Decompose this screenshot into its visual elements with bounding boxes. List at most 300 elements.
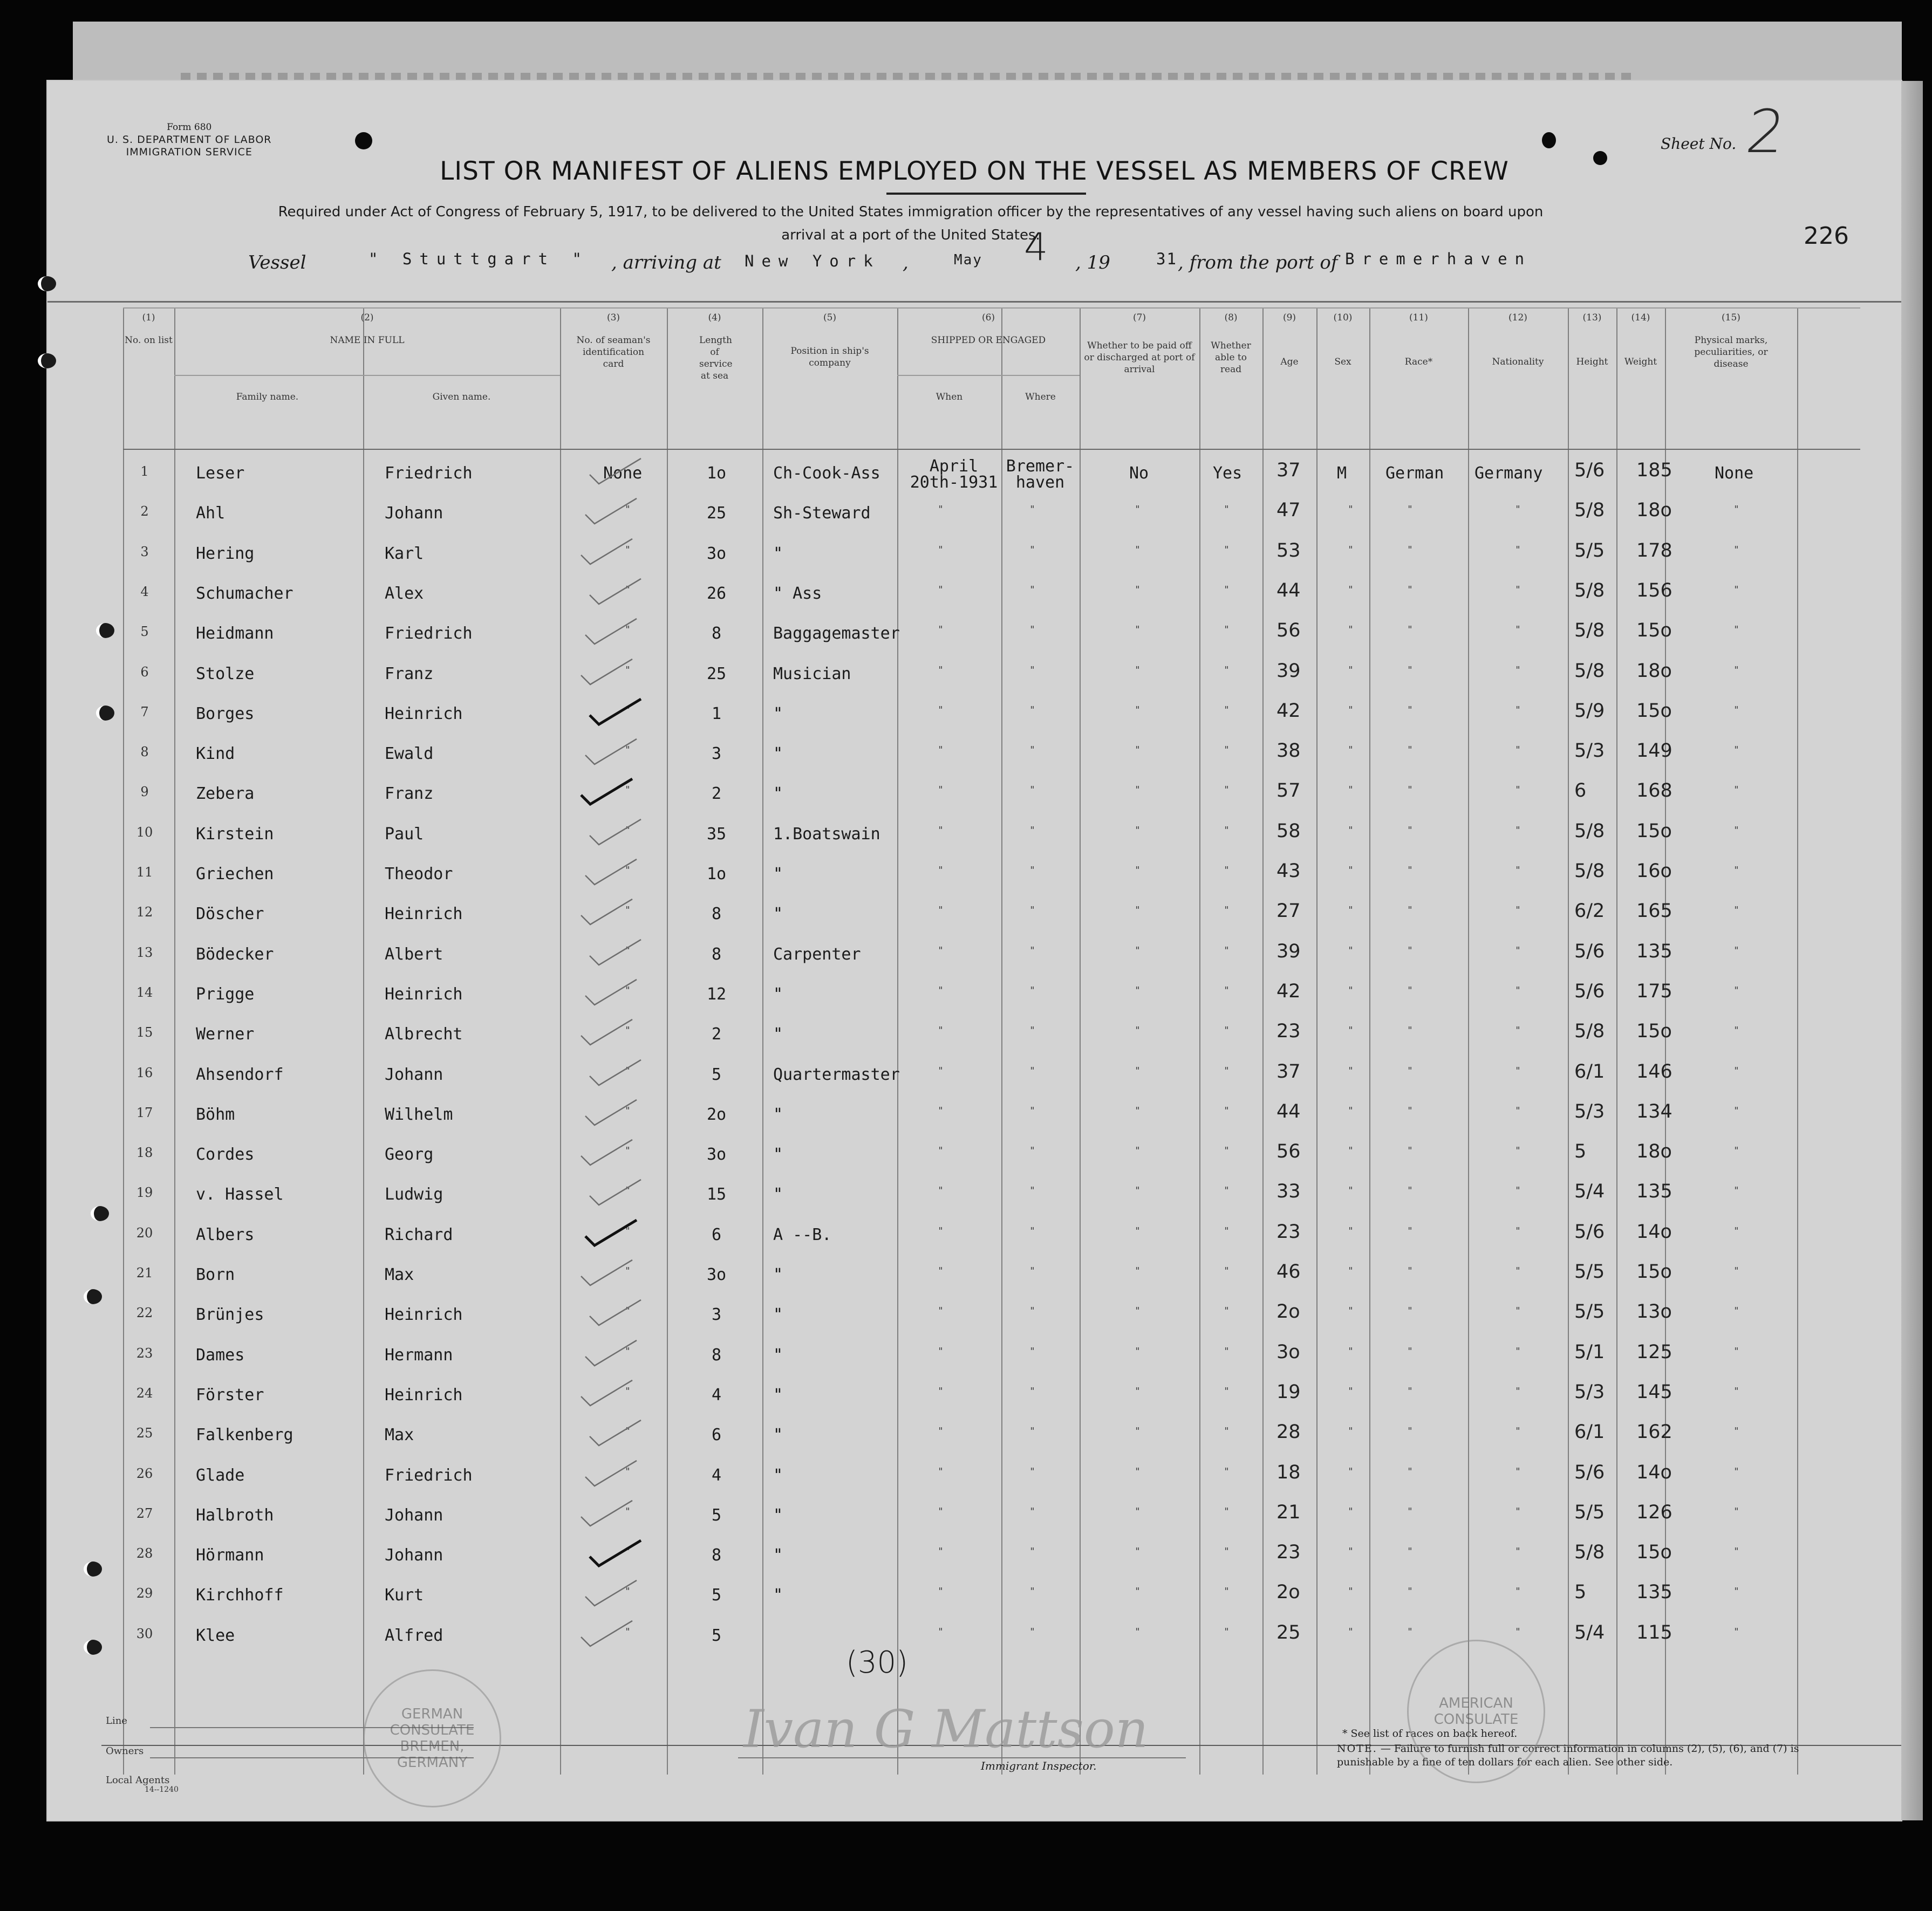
row-number: 1 [140, 464, 149, 479]
ship-position: Quartermaster [773, 1065, 900, 1084]
row-number: 12 [136, 905, 153, 920]
family-name: Förster [196, 1385, 264, 1405]
weight-value: 149 [1636, 740, 1672, 762]
note-label: NOTE. [1337, 1743, 1377, 1755]
service-length: 5 [711, 1065, 722, 1084]
ditto-mark: " [938, 624, 944, 636]
height-value: 5/5 [1574, 1501, 1605, 1523]
ship-position: " [773, 1505, 783, 1525]
table-row [47, 899, 1901, 939]
ditto-mark: " [938, 664, 944, 676]
ditto-mark: " [1515, 905, 1521, 916]
american-consulate-stamp: AMERICAN CONSULATE [1407, 1640, 1545, 1783]
ditto-mark: " [1348, 1025, 1354, 1037]
check-mark-icon [578, 775, 638, 807]
ditto-mark: " [1515, 664, 1521, 676]
col-13-header: (13) Height [1576, 312, 1608, 367]
given-name: Georg [385, 1145, 434, 1165]
ditto-mark: " [1029, 584, 1035, 595]
ditto-mark: " [1029, 504, 1035, 516]
col-6-header: (6) SHIPPED OR ENGAGED [931, 312, 1046, 346]
given-name: Karl [385, 544, 424, 563]
row-number: 21 [136, 1265, 153, 1280]
check-mark-icon [587, 1296, 646, 1328]
check-mark-icon [578, 1256, 638, 1288]
able-to-read-value: Yes [1213, 464, 1243, 483]
row-number: 20 [136, 1225, 153, 1241]
ship-position: " [773, 1426, 783, 1445]
ditto-mark: " [1224, 984, 1230, 996]
service-length: 3o [706, 544, 727, 563]
ditto-mark: " [1348, 905, 1354, 916]
given-name: Franz [385, 784, 434, 804]
vessel-name: " Stuttgart " [368, 250, 589, 268]
row-number: 3 [140, 544, 149, 559]
ship-position: " [773, 1265, 783, 1284]
age-value: 28 [1276, 1421, 1301, 1443]
family-name: Ahl [196, 504, 226, 523]
height-value: 5/6 [1574, 1221, 1605, 1243]
ditto-mark: " [1348, 865, 1354, 876]
ditto-mark: " [1733, 1065, 1739, 1077]
ditto-mark: " [938, 1505, 944, 1517]
height-value: 5/3 [1574, 1381, 1605, 1403]
height-value: 5/6 [1574, 460, 1605, 481]
ditto-mark: " [1224, 1426, 1230, 1437]
weight-value: 15o [1636, 820, 1672, 842]
age-value: 47 [1276, 499, 1301, 522]
ditto-mark: " [1348, 704, 1354, 716]
service-length: 3 [711, 1305, 722, 1325]
service-length: 2 [711, 784, 722, 804]
weight-value: 115 [1636, 1621, 1672, 1643]
ditto-mark: " [938, 784, 944, 796]
family-name: Brünjes [196, 1305, 264, 1325]
ditto-mark: " [1135, 944, 1141, 956]
ditto-mark: " [1407, 1465, 1413, 1477]
ditto-mark: " [1733, 1305, 1739, 1317]
col-6-when-header: When [936, 392, 963, 402]
ditto-mark: " [625, 1065, 631, 1077]
shipped-where: Bremer- haven [1006, 457, 1075, 492]
height-value: 5/8 [1574, 860, 1605, 882]
age-value: 21 [1276, 1501, 1301, 1523]
ditto-mark: " [625, 744, 631, 756]
ship-position: " [773, 1305, 783, 1325]
ditto-mark: " [1348, 1465, 1354, 1477]
table-row [47, 619, 1901, 659]
ditto-mark: " [1407, 865, 1413, 876]
ditto-mark: " [1135, 704, 1141, 716]
height-value: 5/4 [1574, 1621, 1605, 1643]
arrival-day: 4 [1024, 225, 1048, 269]
ship-position: " [773, 1586, 783, 1605]
ditto-mark: " [1407, 744, 1413, 756]
ditto-mark: " [1029, 944, 1035, 956]
age-value: 58 [1276, 820, 1301, 842]
ditto-mark: " [1407, 1345, 1413, 1357]
weight-value: 134 [1636, 1100, 1672, 1122]
ditto-mark: " [1515, 1185, 1521, 1197]
check-mark-icon [583, 494, 642, 526]
table-row [47, 539, 1901, 579]
row-number: 7 [140, 704, 149, 720]
table-row [47, 1501, 1901, 1540]
given-name: Paul [385, 824, 424, 844]
ditto-mark: " [938, 865, 944, 876]
family-name: Hörmann [196, 1546, 264, 1565]
row-number: 8 [140, 744, 149, 760]
ditto-mark: " [1135, 1426, 1141, 1437]
given-name: Heinrich [385, 1385, 463, 1405]
ditto-mark: " [1135, 1185, 1141, 1197]
weight-value: 15o [1636, 1542, 1672, 1564]
check-mark-icon [587, 815, 646, 847]
check-mark-icon [578, 655, 638, 687]
weight-value: 135 [1636, 940, 1672, 962]
ship-position: A --B. [773, 1225, 832, 1244]
ditto-mark: " [1733, 664, 1739, 676]
col-11-header: (11) Race* [1404, 312, 1433, 367]
check-mark-icon [578, 1496, 638, 1529]
ditto-mark: " [1135, 865, 1141, 876]
table-row [47, 1380, 1901, 1420]
ditto-mark: " [1029, 1225, 1035, 1237]
race-value: German [1385, 464, 1444, 483]
ditto-mark: " [938, 1065, 944, 1077]
ditto-mark: " [1224, 1505, 1230, 1517]
row-number: 6 [140, 664, 149, 680]
row-number: 10 [136, 824, 153, 840]
row-number: 30 [136, 1626, 153, 1641]
given-name: Kurt [385, 1586, 424, 1605]
ditto-mark: " [1135, 1265, 1141, 1277]
ditto-mark: " [1515, 704, 1521, 716]
ditto-mark: " [1224, 544, 1230, 556]
row-number: 5 [140, 624, 149, 640]
table-row [47, 659, 1901, 699]
service-length: 15 [706, 1185, 727, 1204]
check-mark-icon [587, 695, 646, 727]
ditto-mark: " [1733, 704, 1739, 716]
height-value: 5/6 [1574, 1461, 1605, 1483]
ditto-mark: " [1135, 624, 1141, 636]
weight-value: 15o [1636, 700, 1672, 722]
ditto-mark: " [625, 1225, 631, 1237]
ditto-mark: " [1515, 984, 1521, 996]
ditto-mark: " [1029, 1145, 1035, 1157]
ship-position: " [773, 744, 783, 764]
ditto-mark: " [1733, 1385, 1739, 1397]
ditto-mark: " [625, 1626, 631, 1638]
row-number: 24 [136, 1385, 153, 1401]
check-mark-icon [587, 1416, 646, 1448]
ditto-mark: " [1135, 1105, 1141, 1117]
height-value: 5/8 [1574, 820, 1605, 842]
ditto-mark: " [1224, 865, 1230, 876]
ship-position: Baggagemaster [773, 624, 900, 643]
table-row [47, 980, 1901, 1019]
service-length: 3 [711, 744, 722, 764]
family-name: Albers [196, 1225, 255, 1244]
ditto-mark: " [1515, 1145, 1521, 1157]
ditto-mark: " [1515, 504, 1521, 516]
given-name: Johann [385, 1546, 443, 1565]
ditto-mark: " [1515, 1546, 1521, 1558]
ditto-mark: " [1029, 1025, 1035, 1037]
weight-value: 185 [1636, 460, 1672, 481]
age-value: 56 [1276, 620, 1301, 642]
ditto-mark: " [1348, 744, 1354, 756]
age-value: 39 [1276, 940, 1301, 962]
table-row [47, 1140, 1901, 1180]
service-length: 35 [706, 824, 727, 844]
ditto-mark: " [625, 784, 631, 796]
ditto-mark: " [1348, 1225, 1354, 1237]
col-2-given-header: Given name. [432, 392, 491, 402]
ditto-mark: " [1029, 664, 1035, 676]
ditto-mark: " [1733, 504, 1739, 516]
weight-value: 18o [1636, 499, 1672, 522]
nationality-value: Germany [1474, 464, 1543, 483]
col-14-header: (14) Weight [1624, 312, 1657, 367]
stamped-number: 226 [1804, 222, 1849, 250]
ditto-mark: " [1407, 1626, 1413, 1638]
given-name: Albrecht [385, 1025, 463, 1044]
table-row [47, 1580, 1901, 1620]
check-mark-icon [587, 1056, 646, 1088]
table-row [47, 699, 1901, 739]
ditto-mark: " [1224, 1626, 1230, 1638]
binder-hole [91, 1206, 109, 1221]
ditto-mark: " [1135, 1305, 1141, 1317]
ditto-mark: " [1224, 905, 1230, 916]
service-name: IMMIGRATION SERVICE [126, 146, 252, 158]
ditto-mark: " [1733, 544, 1739, 556]
ditto-mark: " [1224, 1345, 1230, 1357]
ditto-mark: " [1515, 784, 1521, 796]
row-number: 22 [136, 1305, 153, 1321]
check-mark-icon [578, 895, 638, 927]
check-mark-icon [587, 1175, 646, 1208]
given-name: Max [385, 1265, 414, 1284]
ditto-mark: " [625, 1426, 631, 1437]
ditto-mark: " [625, 664, 631, 676]
check-mark-icon [583, 975, 642, 1008]
height-value: 5 [1574, 1581, 1587, 1604]
family-name: Dames [196, 1345, 245, 1365]
binder-hole [84, 1640, 102, 1655]
family-name: Borges [196, 704, 255, 723]
age-value: 2o [1276, 1301, 1300, 1323]
arrival-year: 31 [1156, 250, 1177, 268]
ditto-mark: " [1407, 824, 1413, 836]
weight-value: 165 [1636, 900, 1672, 922]
punch-hole [355, 132, 372, 149]
given-name: Theodor [385, 865, 453, 883]
height-value: 6/2 [1574, 900, 1605, 922]
age-value: 37 [1276, 460, 1301, 481]
ditto-mark: " [1733, 744, 1739, 756]
ditto-mark: " [1515, 1586, 1521, 1598]
ditto-mark: " [1135, 504, 1141, 516]
service-length: 8 [711, 905, 722, 924]
ditto-mark: " [1515, 1626, 1521, 1638]
age-value: 38 [1276, 740, 1301, 762]
ditto-mark: " [625, 704, 631, 716]
ditto-mark: " [1224, 1105, 1230, 1117]
ditto-mark: " [1407, 544, 1413, 556]
ship-position: " [773, 1546, 783, 1565]
ship-position: " [773, 1185, 783, 1204]
ditto-mark: " [938, 744, 944, 756]
age-value: 18 [1276, 1461, 1301, 1483]
ditto-mark: " [938, 905, 944, 916]
ship-position: " [773, 1025, 783, 1044]
ditto-mark: " [1348, 1185, 1354, 1197]
ship-position: Sh-Steward [773, 504, 871, 523]
ditto-mark: " [1029, 865, 1035, 876]
ditto-mark: " [1135, 1225, 1141, 1237]
binder-hole [84, 1561, 102, 1577]
ditto-mark: " [1515, 1025, 1521, 1037]
row-number: 15 [136, 1025, 153, 1040]
ditto-mark: " [1348, 784, 1354, 796]
family-name: v. Hassel [196, 1185, 284, 1204]
row-number: 11 [136, 865, 153, 880]
footer-form-code: 14--1240 [145, 1785, 179, 1794]
ditto-mark: " [1407, 984, 1413, 996]
ditto-mark: " [1224, 1586, 1230, 1598]
row-number: 29 [136, 1586, 153, 1601]
check-mark-icon [578, 1617, 638, 1649]
ditto-mark: " [625, 905, 631, 916]
ditto-mark: " [1029, 1505, 1035, 1517]
ditto-mark: " [625, 984, 631, 996]
ditto-mark: " [1224, 664, 1230, 676]
service-length: 1 [711, 704, 722, 723]
ditto-mark: " [1348, 984, 1354, 996]
table-row [47, 1220, 1901, 1260]
family-name: Falkenberg [196, 1426, 293, 1445]
vessel-label: Vessel [248, 252, 306, 273]
ditto-mark: " [1135, 1145, 1141, 1157]
table-row [47, 498, 1901, 538]
ditto-mark: " [1515, 1105, 1521, 1117]
ditto-mark: " [1029, 1305, 1035, 1317]
age-value: 33 [1276, 1181, 1301, 1203]
ditto-mark: " [1135, 544, 1141, 556]
ditto-mark: " [625, 1305, 631, 1317]
ship-position: " [773, 984, 783, 1004]
weight-value: 156 [1636, 579, 1672, 601]
service-length: 1o [706, 464, 727, 483]
ditto-mark: " [1029, 905, 1035, 916]
binder-hole [38, 353, 56, 368]
total-count: (30) [846, 1645, 908, 1680]
ditto-mark: " [938, 1025, 944, 1037]
weight-value: 162 [1636, 1421, 1672, 1443]
ditto-mark: " [1224, 1025, 1230, 1037]
row-number: 27 [136, 1505, 153, 1521]
row-number: 4 [140, 584, 149, 599]
ditto-mark: " [1135, 1385, 1141, 1397]
ditto-mark: " [938, 584, 944, 595]
table-row [47, 739, 1901, 779]
family-name: Bödecker [196, 944, 274, 964]
ditto-mark: " [1733, 1586, 1739, 1598]
table-row [47, 1621, 1901, 1661]
table-row [47, 458, 1901, 498]
vessel-line-rule [47, 301, 1901, 303]
ship-position: Ch-Cook-Ass [773, 464, 880, 483]
ditto-mark: " [625, 1105, 631, 1117]
ditto-mark: " [1348, 1305, 1354, 1317]
ship-position: " [773, 544, 783, 563]
row-number: 18 [136, 1145, 153, 1161]
family-name: Böhm [196, 1105, 235, 1124]
ditto-mark: " [1224, 1385, 1230, 1397]
ditto-mark: " [1224, 1065, 1230, 1077]
check-mark-icon [583, 614, 642, 647]
ditto-mark: " [1407, 1505, 1413, 1517]
ditto-mark: " [1733, 1145, 1739, 1157]
ditto-mark: " [1733, 1465, 1739, 1477]
ditto-mark: " [1348, 1546, 1354, 1558]
weight-value: 125 [1636, 1341, 1672, 1363]
ditto-mark: " [1029, 824, 1035, 836]
weight-value: 146 [1636, 1060, 1672, 1083]
row-number: 23 [136, 1345, 153, 1361]
weight-value: 18o [1636, 660, 1672, 682]
given-name: Johann [385, 1505, 443, 1525]
ditto-mark: " [938, 1145, 944, 1157]
ship-position: Musician [773, 664, 851, 683]
weight-value: 18o [1636, 1141, 1672, 1163]
shipped-when: April 20th-1931 [910, 457, 998, 492]
service-length: 4 [711, 1465, 722, 1485]
ditto-mark: " [1029, 744, 1035, 756]
ditto-mark: " [1029, 784, 1035, 796]
weight-value: 16o [1636, 860, 1672, 882]
ditto-mark: " [938, 1426, 944, 1437]
weight-value: 135 [1636, 1581, 1672, 1604]
inspector-signature: Ivan G Mattson [743, 1699, 1149, 1759]
age-value: 53 [1276, 539, 1301, 561]
check-mark-icon [583, 735, 642, 767]
ditto-mark: " [1224, 1465, 1230, 1477]
height-value: 5/8 [1574, 499, 1605, 522]
table-row [47, 859, 1901, 899]
ditto-mark: " [1515, 1265, 1521, 1277]
family-name: Klee [196, 1626, 235, 1645]
paid-off-value: No [1129, 464, 1149, 483]
given-name: Johann [385, 1065, 443, 1084]
ditto-mark: " [625, 1546, 631, 1558]
ditto-mark: " [1515, 744, 1521, 756]
ditto-mark: " [1407, 1065, 1413, 1077]
weight-value: 14o [1636, 1461, 1672, 1483]
page-title: LIST OR MANIFEST OF ALIENS EMPLOYED ON THE VESSEL AS MEMBERS OF CREW [440, 156, 1509, 186]
service-length: 1o [706, 865, 727, 883]
ditto-mark: " [1348, 824, 1354, 836]
ditto-mark: " [1733, 624, 1739, 636]
ditto-mark: " [1029, 1385, 1035, 1397]
ditto-mark: " [1348, 664, 1354, 676]
ditto-mark: " [1407, 664, 1413, 676]
ditto-mark: " [625, 1185, 631, 1197]
ditto-mark: " [1515, 584, 1521, 595]
